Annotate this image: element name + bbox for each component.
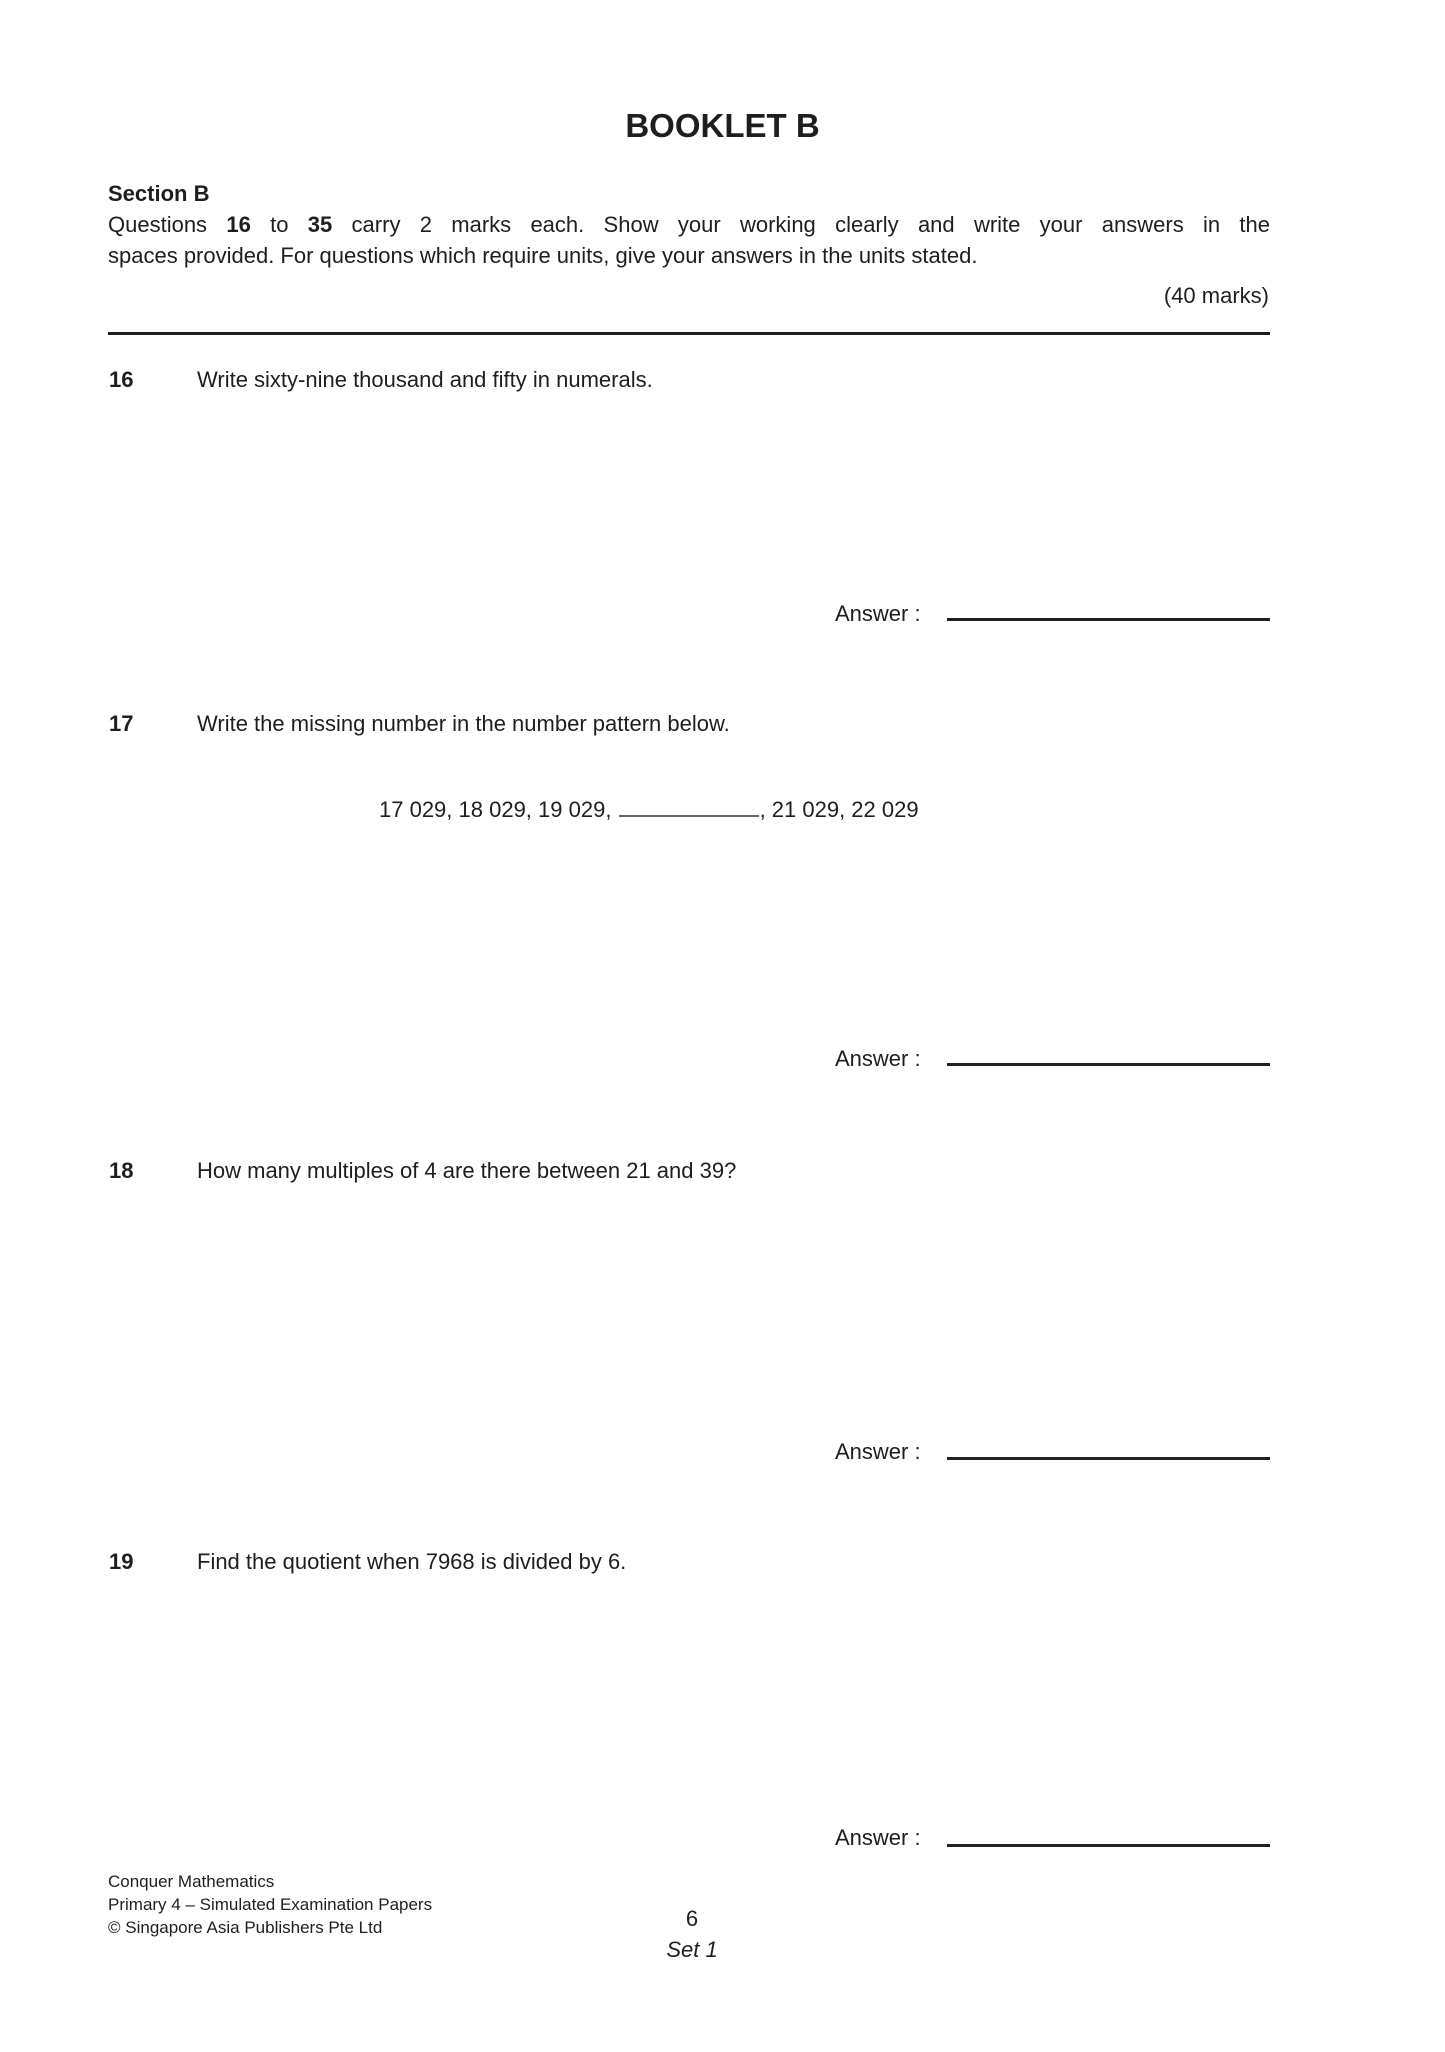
question-number: 18 [109,1158,134,1183]
answer-field-18[interactable] [947,1457,1270,1460]
question-number: 19 [109,1549,134,1574]
instructions-line-2: spaces provided. For questions which require units, give your answers in the units stated. [108,243,978,268]
question-number: 16 [109,367,134,392]
question-text: Find the quotient when 7968 is divided by 6. [197,1549,627,1574]
footer-publication: Conquer Mathematics [108,1872,275,1891]
question-text: How many multiples of 4 are there between 21 and 39? [197,1158,737,1183]
booklet-title: BOOKLET B [625,107,820,144]
answer-label: Answer : [835,1046,921,1071]
footer-subtitle: Primary 4 – Simulated Examination Papers [108,1895,433,1914]
question-end: 35 [307,212,333,237]
answer-field-16[interactable] [947,618,1270,621]
section-divider [108,332,1270,335]
question-number: 17 [109,711,134,736]
answer-field-17[interactable] [947,1063,1270,1066]
section-heading: Section B [108,181,210,206]
answer-label: Answer : [835,1439,921,1464]
set-label: Set 1 [666,1937,718,1962]
page-number: 6 [685,1906,699,1931]
number-pattern [379,797,919,823]
instructions-text: carry 2 marks each. Show your working clearly and write your answers in the [332,212,1270,237]
pattern-blank[interactable] [619,797,759,817]
instructions-text: Questions [108,212,227,237]
question-text: Write sixty-nine thousand and fifty in numerals. [197,367,653,392]
answer-field-19[interactable] [947,1844,1270,1847]
pattern-end: , 21 029, 22 029 [759,797,919,822]
instructions-line-1 [108,212,1270,238]
answer-label: Answer : [835,601,921,626]
footer-copyright: © Singapore Asia Publishers Pte Ltd [108,1918,383,1937]
total-marks: (40 marks) [1163,283,1269,308]
answer-label: Answer : [835,1825,921,1850]
question-text: Write the missing number in the number pattern below. [197,711,730,736]
instructions-text: to [250,212,308,237]
question-start: 16 [226,212,251,237]
pattern-start: 17 029, 18 029, 19 029, [379,797,612,822]
